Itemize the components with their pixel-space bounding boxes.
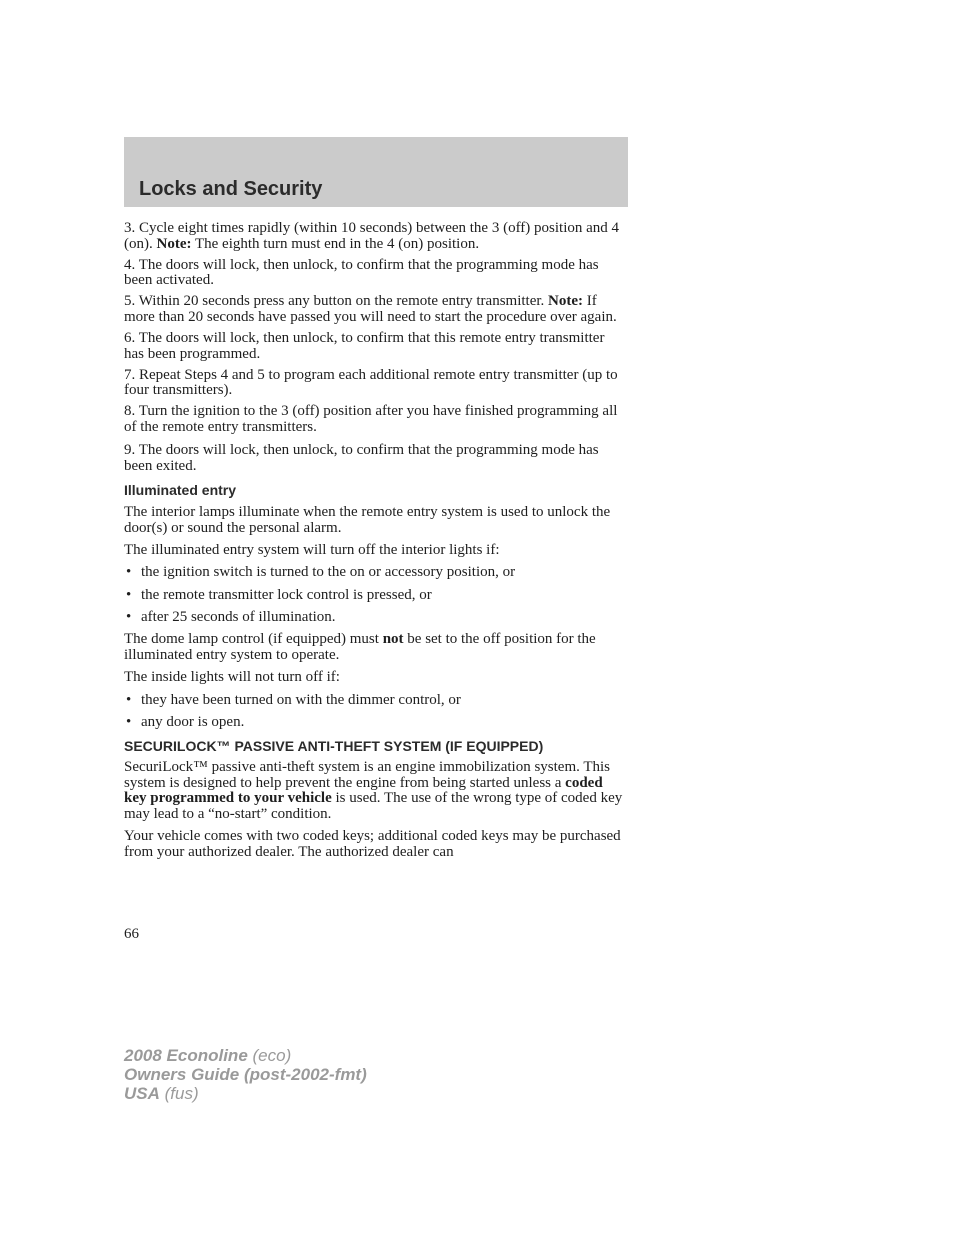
illuminated-paragraph-2: The illuminated entry system will turn off the interior lights if: (124, 541, 500, 558)
list-item: • after 25 seconds of illumination. (124, 610, 626, 626)
illuminated-entry-heading: Illuminated entry (124, 482, 237, 499)
page-content (124, 221, 626, 866)
footer-line-guide: Owners Guide (post-2002-fmt) (124, 1065, 367, 1084)
footer-line-model: 2008 Econoline (eco) (124, 1046, 292, 1065)
step-5: 5. Within 20 seconds press any button on the remote entry transmitter. Note: If more than 20 seconds have passed you will need to start the procedure over again. (124, 293, 617, 325)
list-item: • the ignition switch is turned to the on or accessory position, or (124, 565, 626, 581)
section-title: Locks and Security (139, 178, 323, 200)
securilock-paragraph-1: SecuriLock™ passive anti-theft system is an engine immobilization system. This system is designed to help prevent the engine from being started unless a coded key programmed to your vehicle is used. The use of the wrong type of coded key may lead to a “no-start” condition. (124, 759, 623, 822)
step-9: 9. The doors will lock, then unlock, to confirm that the programming mode has been exited. (124, 442, 599, 474)
page-number: 66 (124, 926, 139, 942)
lights-stay-on-list (124, 693, 626, 731)
list-item: • they have been turned on with the dimmer control, or (124, 693, 626, 709)
inside-lights-paragraph: The inside lights will not turn off if: (124, 669, 340, 686)
illuminated-paragraph-1: The interior lamps illuminate when the remote entry system is used to unlock the door(s) or sound the personal alarm. (124, 503, 611, 536)
securilock-heading: SECURILOCK™ PASSIVE ANTI-THEFT SYSTEM (IF EQUIPPED) (124, 737, 544, 754)
list-item: • any door is open. (124, 715, 626, 731)
section-header-band (124, 137, 628, 207)
dome-lamp-paragraph: The dome lamp control (if equipped) must not be set to the off position for the illuminated entry system to operate. (124, 631, 596, 663)
step-7: 7. Repeat Steps 4 and 5 to program each additional remote entry transmitter (up to four transmitters). (124, 366, 618, 399)
footer-line-market: USA (fus) (124, 1084, 199, 1103)
turn-off-conditions-list (124, 565, 626, 625)
step-4: 4. The doors will lock, then unlock, to confirm that the programming mode has been activated. (124, 256, 599, 289)
step-3: 3. Cycle eight times rapidly (within 10 seconds) between the 3 (off) position and 4 (on). Note: The eighth turn must end in the 4 (on) position. (124, 220, 620, 252)
step-6: 6. The doors will lock, then unlock, to confirm that this remote entry transmitter has been programmed. (124, 330, 605, 362)
step-8: 8. Turn the ignition to the 3 (off) position after you have finished programming all of the remote entry transmitters. (124, 403, 618, 436)
securilock-paragraph-2: Your vehicle comes with two coded keys; additional coded keys may be purchased from your authorized dealer. The authorized dealer can (124, 828, 621, 860)
list-item: • the remote transmitter lock control is pressed, or (124, 588, 626, 604)
document-footer (124, 1046, 367, 1103)
